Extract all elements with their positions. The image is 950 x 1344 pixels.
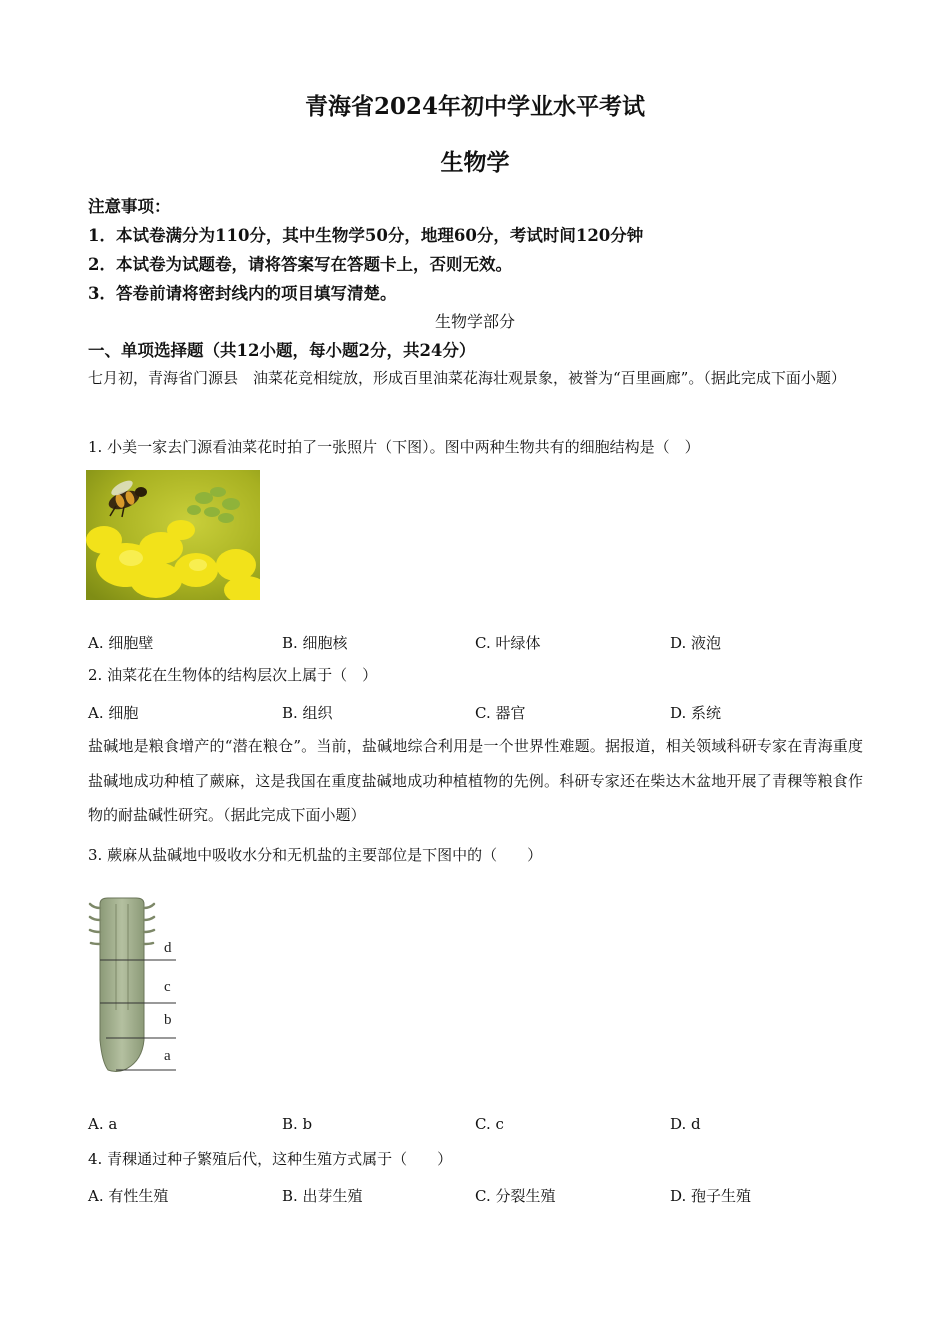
note-item-3: 3．答卷前请将密封线内的项目填写清楚。 xyxy=(88,284,397,303)
root-tip-diagram xyxy=(86,890,182,1076)
question-2-stem: 2. 油菜花在生物体的结构层次上属于（ ） xyxy=(88,666,378,684)
q1-option-c[interactable]: C. 叶绿体 xyxy=(475,634,541,652)
section-title: 生物学部分 xyxy=(434,312,515,331)
note-item-1: 1．本试卷满分为110分，其中生物学50分，地理60分，考试时间120分钟 xyxy=(88,226,644,245)
q3-option-c[interactable]: C. c xyxy=(475,1115,504,1133)
q1-option-d[interactable]: D. 液泡 xyxy=(670,634,722,652)
question-1-stem: 1. 小美一家去门源看油菜花时拍了一张照片（下图）。图中两种生物共有的细胞结构是（ ） xyxy=(88,438,700,456)
label-b: b xyxy=(164,1012,172,1028)
part1-title: 一、单项选择题（共12小题，每小题2分，共24分） xyxy=(88,341,476,360)
subject-title: 生物学 xyxy=(440,149,510,176)
question-3-stem: 3. 蕨麻从盐碱地中吸收水分和无机盐的主要部位是下图中的（ ） xyxy=(88,846,543,864)
note-item-2: 2．本试卷为试题卷，请将答案写在答题卡上，否则无效。 xyxy=(88,255,512,274)
q4-option-d[interactable]: D. 孢子生殖 xyxy=(670,1187,752,1205)
notes-heading: 注意事项： xyxy=(88,197,171,216)
q4-option-b[interactable]: B. 出芽生殖 xyxy=(282,1187,363,1205)
q3-option-b[interactable]: B. b xyxy=(282,1115,313,1133)
q2-option-a[interactable]: A. 细胞 xyxy=(88,704,139,722)
q3-option-a[interactable]: A. a xyxy=(88,1115,118,1133)
q1-option-a[interactable]: A. 细胞壁 xyxy=(88,634,154,652)
bee-rapeseed-flower-photo xyxy=(86,470,260,600)
exam-title: 青海省2024年初中学业水平考试 xyxy=(304,93,645,120)
q2-option-c[interactable]: C. 器官 xyxy=(475,704,526,722)
q2-option-b[interactable]: B. 组织 xyxy=(282,704,333,722)
q4-option-a[interactable]: A. 有性生殖 xyxy=(88,1187,169,1205)
q4-option-c[interactable]: C. 分裂生殖 xyxy=(475,1187,556,1205)
label-a: a xyxy=(164,1048,171,1064)
question-4-stem: 4. 青稞通过种子繁殖后代，这种生殖方式属于（ ） xyxy=(88,1150,453,1168)
passage-2: 盐碱地是粮食增产的“潜在粮仓”。当前，盐碱地综合利用是一个世界性难题。据报道，相关领域科研专家在青海重度盐碱地成功种植了蕨麻，这是我国在重度盐碱地成功种植植物的先例。科研专家还在柴达木盆地开展了青稞等粮食作物的耐盐碱性研究。（据此完成下面小题） xyxy=(88,737,863,824)
q3-option-d[interactable]: D. d xyxy=(670,1115,701,1133)
q1-option-b[interactable]: B. 细胞核 xyxy=(282,634,348,652)
label-d: d xyxy=(164,940,172,956)
label-c: c xyxy=(164,979,171,995)
passage-1: 七月初，青海省门源县 油菜花竞相绽放，形成百里油菜花海壮观景象，被誉为“百里画廊”。（据此完成下面小题） xyxy=(88,369,846,387)
q2-option-d[interactable]: D. 系统 xyxy=(670,704,722,722)
